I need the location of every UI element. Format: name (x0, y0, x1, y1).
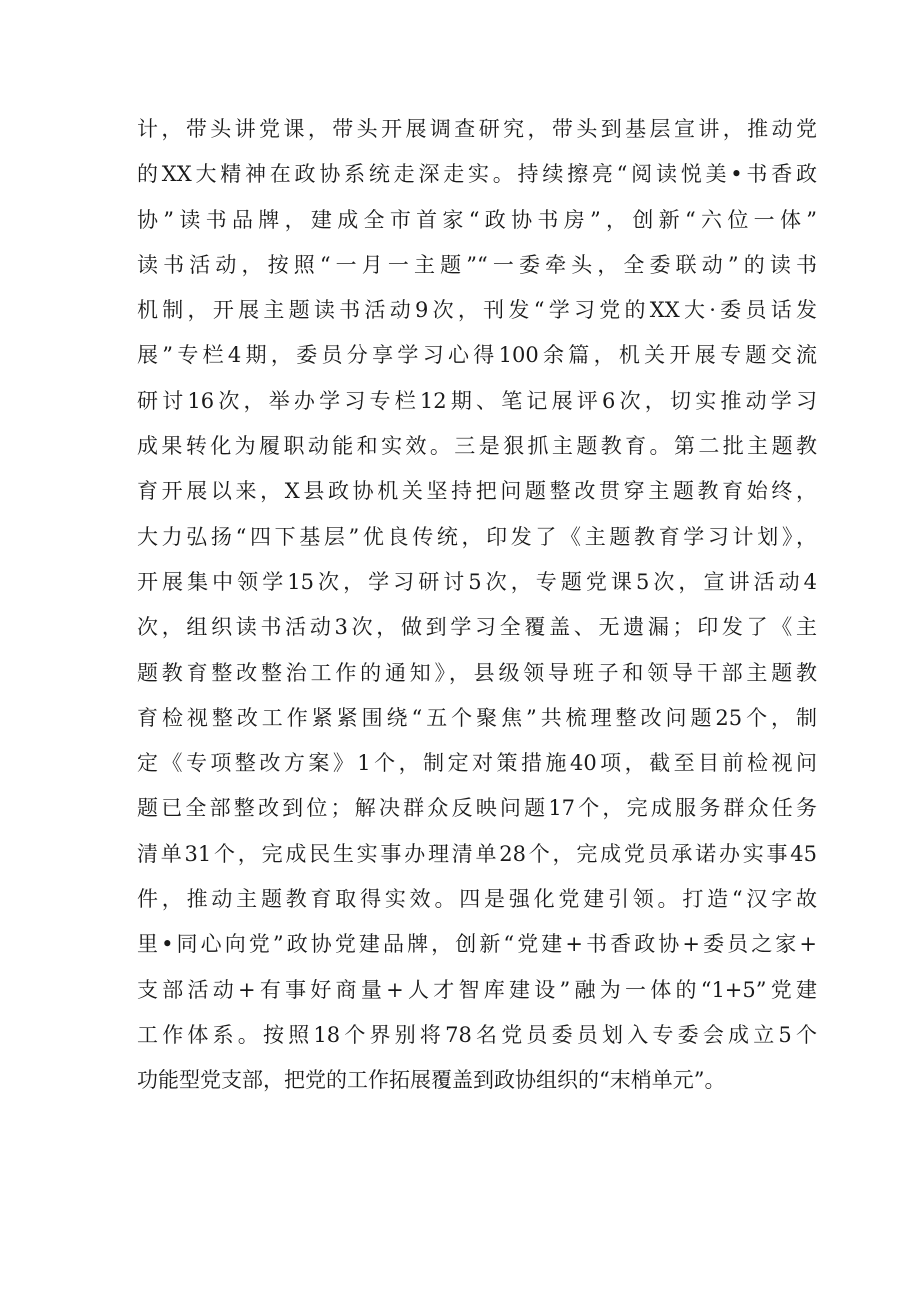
text-line: 机制，开展主题读书活动9次，刊发“学习党的XX大·委员话发 (137, 298, 817, 323)
text-line: 的XX大精神在政协系统走深走实。持续擦亮“阅读悦美•书香政 (137, 162, 817, 187)
text-line: 成果转化为履职动能和实效。三是狠抓主题教育。第二批主题教 (137, 434, 817, 459)
text-line: 清单31个，完成民生实事办理清单28个，完成党员承诺办实事45 (137, 841, 817, 866)
text-line: 件，推动主题教育取得实效。四是强化党建引领。打造“汉字故 (137, 887, 817, 912)
text-line: 读书活动，按照“一月一主题”“一委牵头，全委联动”的读书 (137, 252, 817, 277)
text-line: 育检视整改工作紧紧围绕“五个聚焦”共梳理整改问题25个，制 (137, 705, 817, 730)
text-line: 定《专项整改方案》1个，制定对策措施40项，截至目前检视问 (137, 751, 817, 776)
text-line: 计，带头讲党课，带头开展调查研究，带头到基层宣讲，推动党 (137, 117, 817, 141)
text-line: 题教育整改整治工作的通知》，县级领导班子和领导干部主题教 (137, 660, 817, 685)
text-line: 支部活动+有事好商量+人才智库建设”融为一体的“1+5”党建 (137, 977, 817, 1002)
text-line: 次，组织读书活动3次，做到学习全覆盖、无遗漏；印发了《主 (137, 615, 817, 640)
body-paragraph (137, 107, 817, 1104)
text-line: 里•同心向党”政协党建品牌，创新“党建+书香政协+委员之家+ (137, 932, 817, 957)
text-line: 展”专栏4期，委员分享学习心得100余篇，机关开展专题交流 (137, 343, 817, 368)
text-line: 功能型党支部，把党的工作拓展覆盖到政协组织的“末梢单元”。 (137, 1068, 726, 1093)
text-line: 工作体系。按照18个界别将78名党员委员划入专委会成立5个 (137, 1022, 817, 1047)
text-line: 开展集中领学15次，学习研讨5次，专题党课5次，宣讲活动4 (137, 569, 817, 594)
text-line: 协”读书品牌，建成全市首家“政协书房”，创新“六位一体” (137, 207, 817, 232)
text-line: 育开展以来，X县政协机关坚持把问题整改贯穿主题教育始终， (137, 479, 817, 504)
text-line: 大力弘扬“四下基层”优良传统，印发了《主题教育学习计划》， (137, 524, 817, 549)
text-line: 题已全部整改到位；解决群众反映问题17个，完成服务群众任务 (137, 796, 817, 821)
text-line: 研讨16次，举办学习专栏12期、笔记展评6次，切实推动学习 (137, 388, 817, 413)
